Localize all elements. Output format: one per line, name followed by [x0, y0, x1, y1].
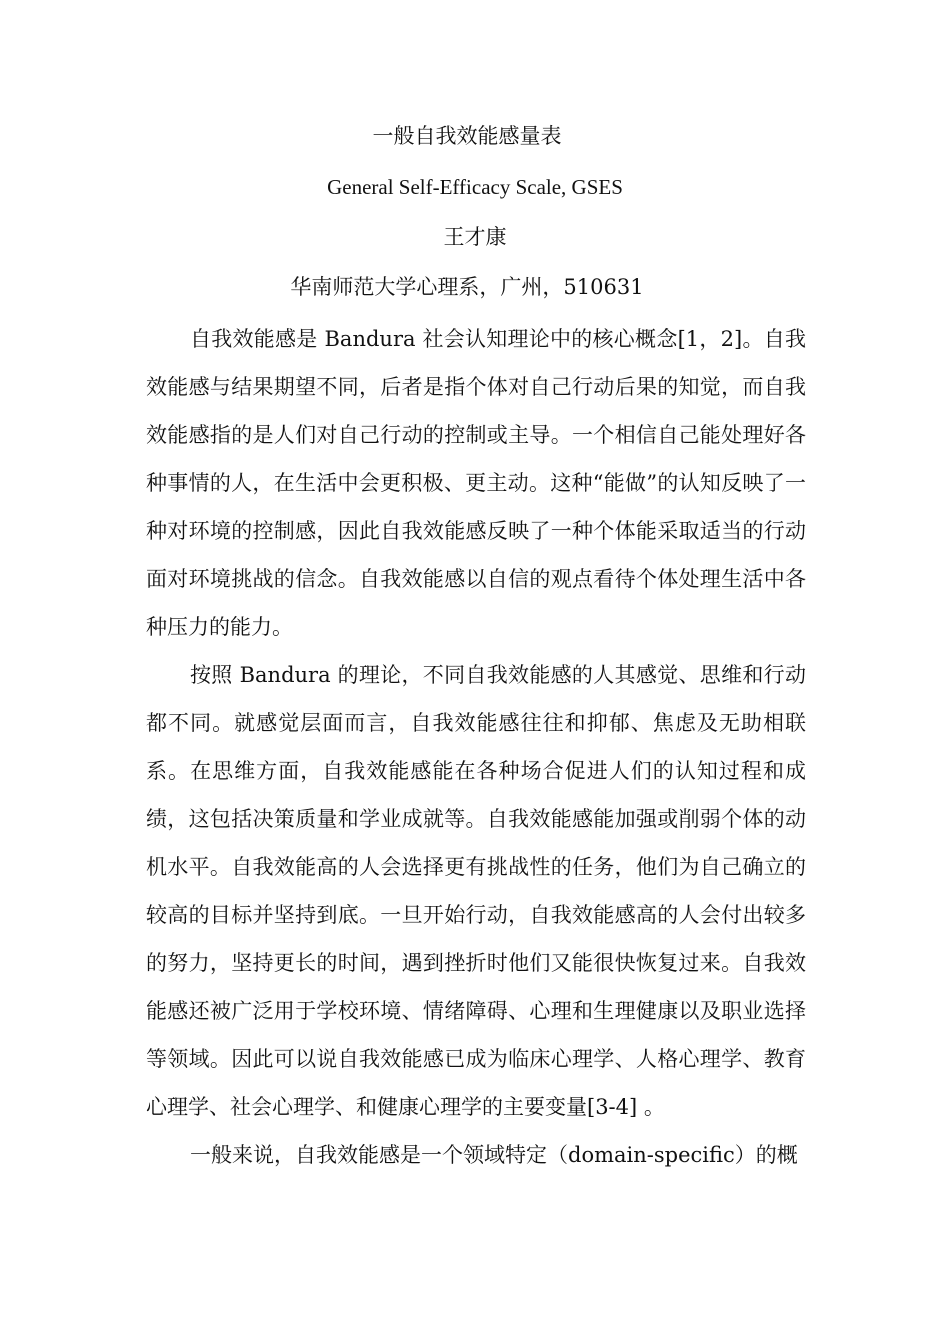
paragraph-bandura-theory: 按照 Bandura 的理论，不同自我效能感的人其感觉、思维和行动都不同。就感觉层面而言，自我效能感往往和抑郁、焦虑及无助相联系。在思维方面，自我效能感能在各种场合促进人们的认知过程和成绩，这包括决策质量和学业成就等。自我效能感能加强或削弱个体的动机水平。自我效能高的人会选择更有挑战性的任务，他们为自己确立的较高的目标并坚持到底。一旦开始行动，自我效能感高的人会付出较多的努力，坚持更长的时间，遇到挫折时他们又能很快恢复过来。自我效能感还被广泛用于学校环境、情绪障碍、心理和生理健康以及职业选择等领域。因此可以说自我效能感已成为临床心理学、人格心理学、教育心理学、社会心理学、和健康心理学的主要变量[3-4] 。 [146, 663, 806, 1119]
document-title-english: General Self-Efficacy Scale, GSES [327, 175, 623, 199]
author-affiliation: 华南师范大学心理系，广州，510631 [290, 275, 644, 299]
author-name: 王才康 [443, 225, 507, 249]
body-text [146, 315, 806, 1179]
document-title-chinese: 一般自我效能感量表 [372, 124, 562, 148]
paragraph-self-efficacy-definition: 自我效能感是 Bandura 社会认知理论中的核心概念[1，2]。自我效能感与结果期望不同，后者是指个体对自己行动后果的知觉，而自我效能感指的是人们对自己行动的控制或主导。一个相信自己能处理好各种事情的人，在生活中会更积极、更主动。这种“能做”的认知反映了一种对环境的控制感，因此自我效能感反映了一种个体能采取适当的行动面对环境挑战的信念。自我效能感以自信的观点看待个体处理生活中各种压力的能力。 [146, 327, 806, 639]
paragraph-domain-specific: 一般来说，自我效能感是一个领域特定（domain-specific）的概 [190, 1143, 798, 1167]
